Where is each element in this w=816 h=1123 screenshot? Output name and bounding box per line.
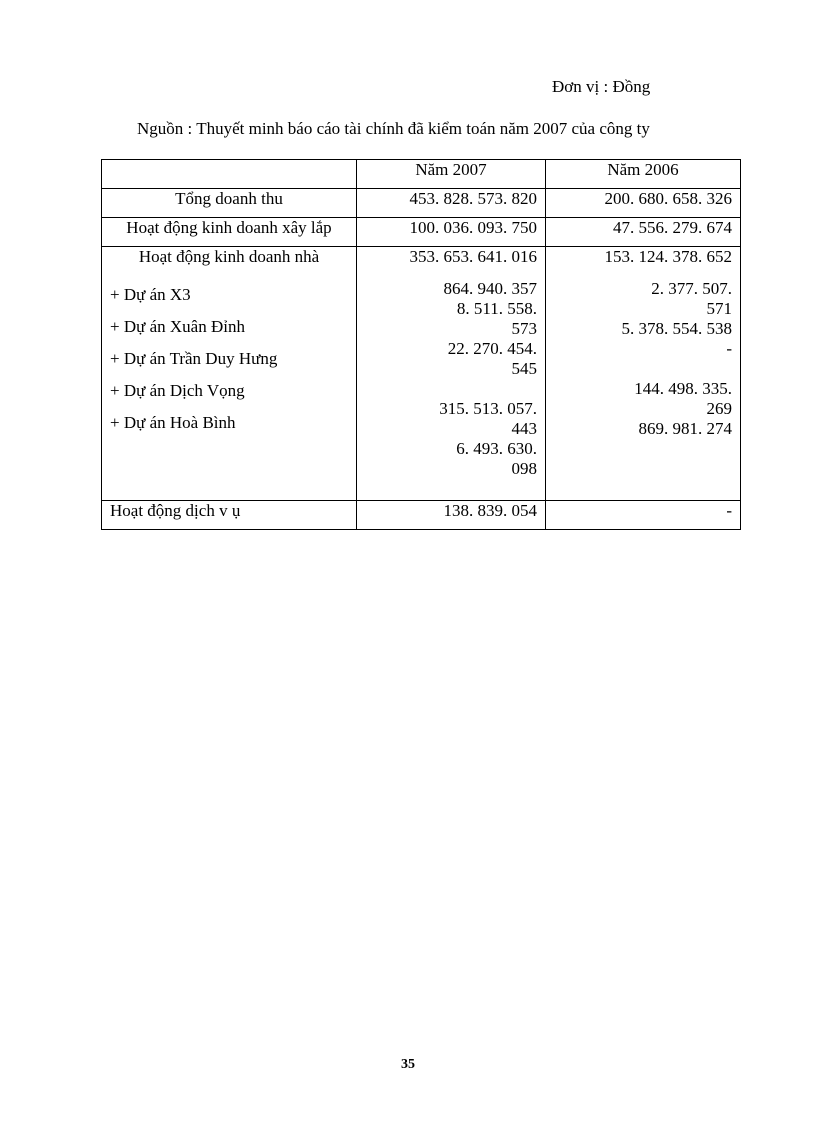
housing-label-cell (102, 247, 357, 501)
row-label: Hoạt động kinh doanh xây lắp (102, 218, 357, 247)
housing-2006-cell (546, 247, 741, 501)
unit-label: Đơn vị : Đồng (552, 77, 651, 96)
header-cell-2006: Năm 2006 (546, 160, 741, 189)
project-value-2007: 6. 493. 630. 098 (456, 439, 537, 478)
project-value-2006: - (726, 339, 732, 358)
value-2006: 153. 124. 378. 652 (604, 247, 732, 266)
project-value-2007: 315. 513. 057. 443 (439, 399, 537, 438)
project-label: + Dự án X3 (110, 285, 191, 304)
revenue-table (101, 159, 741, 530)
table-row-construction (102, 218, 741, 247)
value-2006: 200. 680. 658. 326 (546, 189, 741, 218)
value-2007: 138. 839. 054 (357, 501, 546, 530)
table-row-services (102, 501, 741, 530)
row-label: Hoạt động dịch v ụ (102, 501, 357, 530)
header-cell-blank (102, 160, 357, 189)
value-2006: 47. 556. 279. 674 (546, 218, 741, 247)
project-value-2006: 2. 377. 507. 571 (651, 279, 732, 318)
project-value-2007: 22. 270. 454. 545 (447, 339, 537, 378)
project-label: + Dự án Trần Duy Hưng (110, 349, 278, 368)
header-cell-2007: Năm 2007 (357, 160, 546, 189)
project-value-2006: 869. 981. 274 (638, 419, 732, 438)
project-value-2006: 5. 378. 554. 538 (621, 319, 732, 338)
table-row-total-revenue (102, 189, 741, 218)
table-header-row (102, 160, 741, 189)
row-label: Tổng doanh thu (102, 189, 357, 218)
project-value-2007: 8. 511. 558. 573 (456, 299, 537, 338)
value-2007: 100. 036. 093. 750 (357, 218, 546, 247)
value-2007: 453. 828. 573. 820 (357, 189, 546, 218)
page-number: 35 (401, 1057, 415, 1072)
row-label: Hoạt động kinh doanh nhà (138, 247, 320, 266)
source-note: Nguồn : Thuyết minh báo cáo tài chính đã kiểm toán năm 2007 của công ty (137, 119, 650, 138)
project-value-2007: 864. 940. 357 (443, 279, 537, 298)
value-2007: 353. 653. 641. 016 (409, 247, 537, 266)
project-label: + Dự án Hoà Bình (110, 413, 236, 432)
project-label: + Dự án Dịch Vọng (110, 381, 245, 400)
table-row-housing (102, 247, 741, 501)
project-label: + Dự án Xuân Đỉnh (110, 317, 245, 336)
housing-2007-cell (357, 247, 546, 501)
value-2006: - (546, 501, 741, 530)
project-value-2006: 144. 498. 335. 269 (634, 379, 732, 418)
